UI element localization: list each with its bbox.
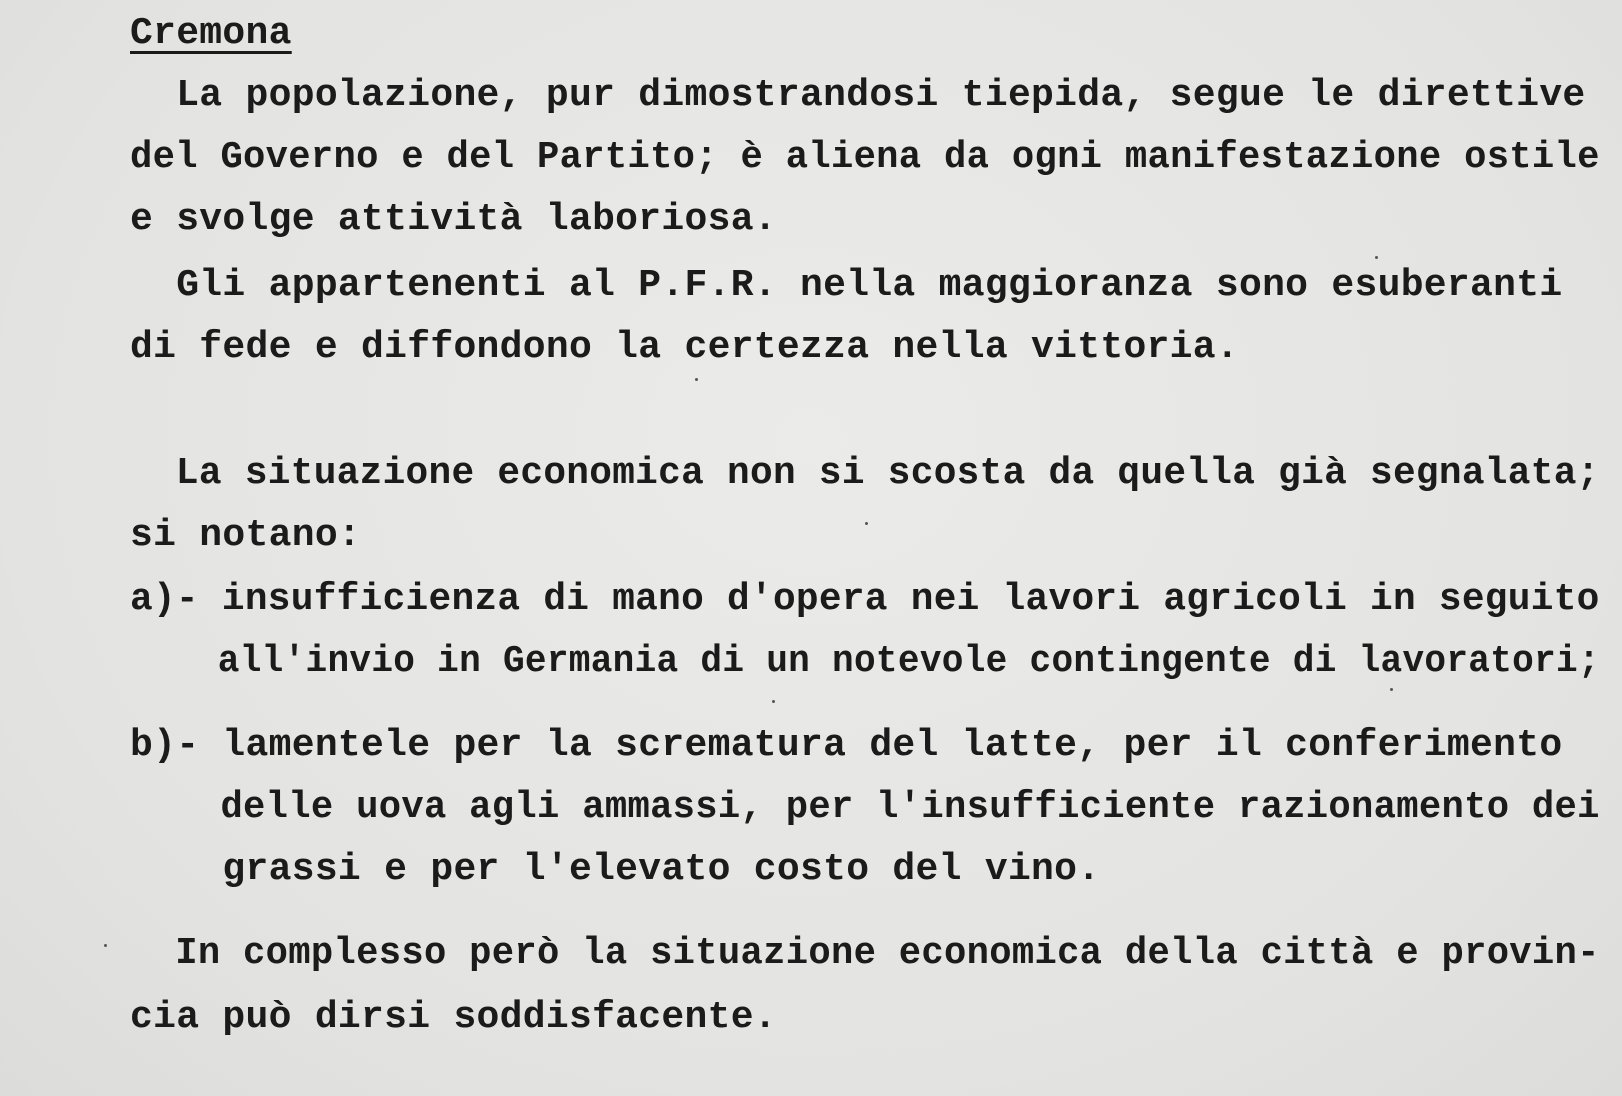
heading-cremona: Cremona: [130, 12, 292, 55]
para1-line3: e svolge attività laboriosa.: [130, 198, 777, 241]
item-b-line2: delle uova agli ammassi, per l'insufficiente razionamento dei: [130, 786, 1600, 829]
item-a-line2: all'invio in Germania di un notevole contingente di lavoratori;: [130, 640, 1600, 683]
paper-speck: [1375, 256, 1378, 259]
item-b-line3: grassi e per l'elevato costo del vino.: [130, 848, 1101, 891]
paper-speck: [772, 700, 775, 703]
paper-speck: [1390, 688, 1393, 691]
para4-line2: cia può dirsi soddisfacente.: [130, 996, 777, 1039]
item-a-line1: a)- insufficienza di mano d'opera nei lavori agricoli in seguito: [130, 578, 1600, 621]
para3-line1: La situazione economica non si scosta da quella già segnalata;: [130, 452, 1600, 495]
para2-line2: di fede e diffondono la certezza nella vittoria.: [130, 326, 1239, 369]
paper-speck: [695, 378, 698, 381]
paper-speck: [865, 522, 868, 525]
para4-line1: In complesso però la situazione economica della città e provin-: [130, 932, 1600, 975]
para2-line1: Gli appartenenti al P.F.R. nella maggioranza sono esuberanti: [130, 264, 1563, 307]
para1-line2: del Governo e del Partito; è aliena da ogni manifestazione ostile: [130, 136, 1600, 179]
paper-speck: [104, 944, 107, 947]
para3-line2: si notano:: [130, 514, 362, 557]
item-b-line1: b)- lamentele per la scrematura del latte, per il conferimento: [130, 724, 1563, 767]
para1-line1: La popolazione, pur dimostrandosi tiepida, segue le direttive: [130, 74, 1586, 117]
